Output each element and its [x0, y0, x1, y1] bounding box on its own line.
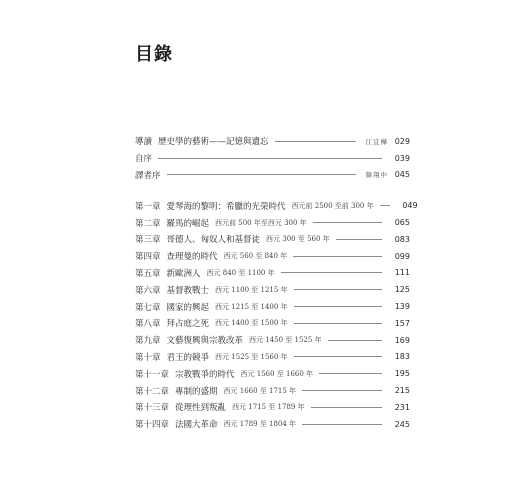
leader-line: [293, 256, 382, 257]
page-title: 目錄: [135, 44, 173, 65]
section-divider: [135, 183, 410, 197]
entry-title: 自序: [135, 154, 153, 165]
entry-page-number: 083: [394, 234, 410, 244]
entry-title: 拜占庭之死: [166, 319, 210, 330]
entry-page-number: 029: [394, 136, 410, 146]
toc-chapter-row[interactable]: [135, 332, 410, 349]
leader-line: [158, 158, 382, 159]
leader-line: [294, 356, 382, 357]
entry-period: 西元 1450 至 1525 年: [249, 336, 322, 345]
entry-page-number: 231: [394, 402, 410, 412]
entry-title: 宗教戰爭的時代: [175, 369, 235, 380]
toc-chapter-row[interactable]: [135, 382, 410, 399]
toc-front-row[interactable]: [135, 167, 410, 184]
entry-number: 第三章: [135, 235, 161, 246]
leader-line: [302, 390, 382, 391]
entry-title: 專制的盛期: [175, 386, 218, 397]
chapters-section: [135, 197, 418, 432]
entry-title: 哥德人、匈奴人和基督徒: [166, 235, 261, 246]
leader-line: [328, 340, 382, 341]
entry-author: 韓翔中: [365, 171, 388, 180]
entry-number: 第七章: [135, 302, 161, 313]
entry-page-number: 139: [394, 302, 410, 312]
toc-front-row[interactable]: [135, 150, 410, 167]
entry-title: 文藝復興與宗教改革: [166, 336, 244, 347]
toc-front-row[interactable]: [135, 133, 410, 150]
entry-number: 導讀: [135, 137, 153, 148]
entry-number: 第五章: [135, 268, 161, 279]
entry-page-number: 111: [394, 268, 410, 278]
table-of-contents: [135, 133, 418, 433]
entry-number: 第九章: [135, 336, 161, 347]
toc-chapter-row[interactable]: [135, 399, 410, 416]
leader-line: [167, 174, 356, 175]
entry-number: 第四章: [135, 252, 161, 263]
toc-chapter-row[interactable]: [135, 315, 410, 332]
entry-period: 西元 560 至 840 年: [223, 252, 288, 261]
entry-number: 第十二章: [135, 386, 170, 397]
entry-title: 法國大革命: [175, 420, 218, 431]
entry-number: 第十章: [135, 352, 161, 363]
entry-number: 第十一章: [135, 369, 170, 380]
entry-period: 西元 1400 至 1500 年: [215, 319, 288, 328]
entry-period: 西元前 2500 至前 300 年: [291, 201, 374, 210]
entry-period: 西元 1215 至 1400 年: [215, 302, 288, 311]
entry-page-number: 183: [394, 352, 410, 362]
entry-page-number: 125: [394, 285, 410, 295]
leader-line: [336, 239, 382, 240]
leader-line: [311, 407, 382, 408]
leader-line: [275, 141, 356, 142]
toc-chapter-row[interactable]: [135, 214, 410, 231]
entry-period: 西元 1560 至 1660 年: [240, 369, 314, 378]
entry-number: 第八章: [135, 319, 161, 330]
leader-line: [380, 205, 390, 206]
entry-number: 第一章: [135, 201, 161, 212]
entry-period: 西元 1525 至 1560 年: [215, 352, 288, 361]
entry-number: 第十四章: [135, 420, 170, 431]
entry-title: 歷史學的藝術——記憶與遺忘: [158, 137, 269, 148]
leader-line: [294, 306, 382, 307]
entry-period: 西元 840 至 1100 年: [206, 268, 275, 277]
toc-chapter-row[interactable]: [135, 265, 410, 282]
toc-chapter-row[interactable]: [135, 231, 410, 248]
entry-period: 西元 1715 至 1789 年: [232, 403, 305, 412]
leader-line: [294, 323, 382, 324]
entry-number: 第二章: [135, 218, 161, 229]
toc-chapter-row[interactable]: [135, 281, 410, 298]
leader-line: [294, 289, 382, 290]
entry-title: 從理性到叛亂: [175, 403, 227, 414]
entry-title: 新歐洲人: [166, 268, 201, 279]
entry-page-number: 099: [394, 251, 410, 261]
entry-page-number: 157: [394, 318, 410, 328]
entry-page-number: 169: [394, 335, 410, 345]
entry-page-number: 039: [394, 153, 410, 163]
leader-line: [281, 272, 382, 273]
leader-line: [319, 373, 382, 374]
entry-title: 國家的興起: [166, 302, 210, 313]
entry-number: 第十三章: [135, 403, 170, 414]
entry-page-number: 049: [402, 201, 418, 211]
entry-title: 羅馬的崛起: [166, 218, 210, 229]
entry-title: 君王的競爭: [166, 352, 210, 363]
toc-chapter-row[interactable]: [135, 197, 418, 214]
entry-page-number: 215: [394, 386, 410, 396]
entry-period: 西元 1100 至 1215 年: [215, 285, 288, 294]
toc-chapter-row[interactable]: [135, 416, 410, 433]
entry-author: 江宜樺: [365, 137, 388, 146]
toc-chapter-row[interactable]: [135, 248, 410, 265]
entry-page-number: 065: [394, 218, 410, 228]
front-matter-section: [135, 133, 410, 183]
toc-chapter-row[interactable]: [135, 365, 410, 382]
toc-chapter-row[interactable]: [135, 298, 410, 315]
entry-page-number: 195: [394, 369, 410, 379]
entry-page-number: 045: [394, 170, 410, 180]
entry-page-number: 245: [394, 419, 410, 429]
entry-period: 西元 300 至 560 年: [266, 235, 330, 244]
toc-chapter-row[interactable]: [135, 349, 410, 366]
leader-line: [302, 424, 382, 425]
entry-period: 西元 1789 至 1804 年: [223, 420, 297, 429]
entry-title: 查理曼的時代: [166, 252, 218, 263]
entry-period: 西元前 500 年至西元 300 年: [215, 218, 307, 227]
entry-title: 譯者序: [135, 170, 161, 181]
entry-title: 愛琴海的黎明：希臘的光榮時代: [166, 201, 286, 212]
entry-period: 西元 1660 至 1715 年: [223, 386, 297, 395]
entry-title: 基督教戰士: [166, 285, 210, 296]
leader-line: [313, 222, 382, 223]
entry-number: 第六章: [135, 285, 161, 296]
